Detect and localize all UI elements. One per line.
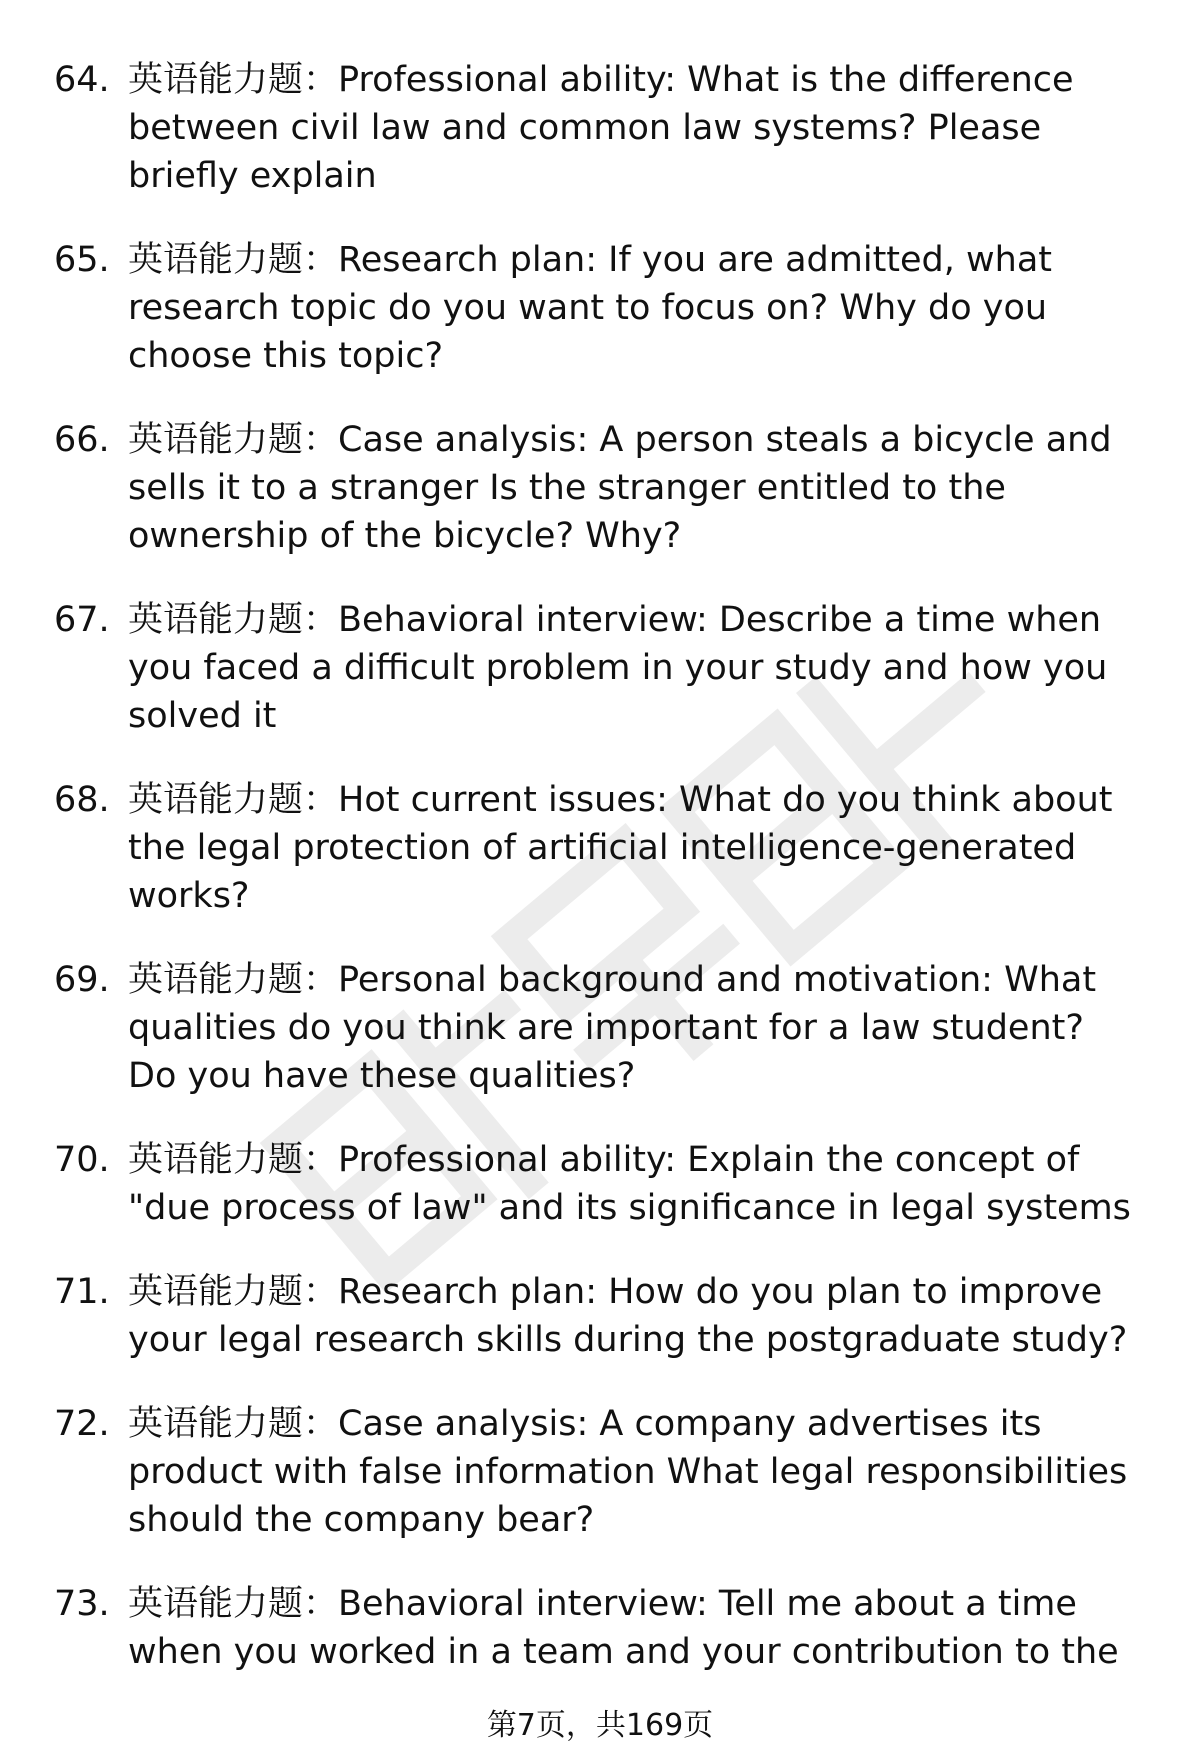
question-text: 英语能力题：Hot current issues: What do you think about the legal protection of artificial intelligence-generated works? — [128, 780, 1113, 916]
page-footer — [0, 1706, 1200, 1746]
question-text: 英语能力题：Professional ability: Explain the concept of "due process of law" and its significance in legal systems — [128, 1140, 1131, 1228]
question-text: 英语能力题：Research plan: How do you plan to improve your legal research skills during the postgraduate study? — [128, 1272, 1128, 1360]
question-number: 72. — [54, 1404, 110, 1444]
question-item-67 — [0, 596, 1200, 740]
question-number: 71. — [54, 1272, 110, 1312]
question-text: 英语能力题：Research plan: If you are admitted, what research topic do you want to focus on? Why do you choose this topic? — [128, 240, 1052, 376]
question-text: 英语能力题：Behavioral interview: Tell me about a time when you worked in a team and your contribution to the — [128, 1584, 1119, 1672]
question-number: 64. — [54, 60, 110, 100]
question-text: 英语能力题：Case analysis: A company advertises its product with false information What legal responsibilities should the company bear? — [128, 1404, 1128, 1540]
question-number: 67. — [54, 600, 110, 640]
question-item-71 — [0, 1268, 1200, 1364]
question-number: 65. — [54, 240, 110, 280]
question-number: 66. — [54, 420, 110, 460]
question-item-65 — [0, 236, 1200, 380]
question-item-64 — [0, 56, 1200, 200]
question-item-69 — [0, 956, 1200, 1100]
question-item-70 — [0, 1136, 1200, 1232]
question-list — [0, 56, 1200, 1712]
question-text: 英语能力题：Personal background and motivation: What qualities do you think are important for a law student? Do you have these qualities? — [128, 960, 1097, 1096]
question-item-72 — [0, 1400, 1200, 1544]
question-number: 68. — [54, 780, 110, 820]
question-number: 69. — [54, 960, 110, 1000]
question-text: 英语能力题：Professional ability: What is the difference between civil law and common law systems? Please briefly explain — [128, 60, 1074, 196]
page-number-label: 第7页，共169页 — [486, 1708, 714, 1743]
question-item-73 — [0, 1580, 1200, 1676]
question-item-68 — [0, 776, 1200, 920]
question-text: 英语能力题：Behavioral interview: Describe a time when you faced a difficult problem in your study and how you solved it — [128, 600, 1108, 736]
question-text: 英语能力题：Case analysis: A person steals a bicycle and sells it to a stranger Is the stranger entitled to the ownership of the bicycle? Why? — [128, 420, 1112, 556]
question-number: 70. — [54, 1140, 110, 1180]
question-number: 73. — [54, 1584, 110, 1624]
question-item-66 — [0, 416, 1200, 560]
